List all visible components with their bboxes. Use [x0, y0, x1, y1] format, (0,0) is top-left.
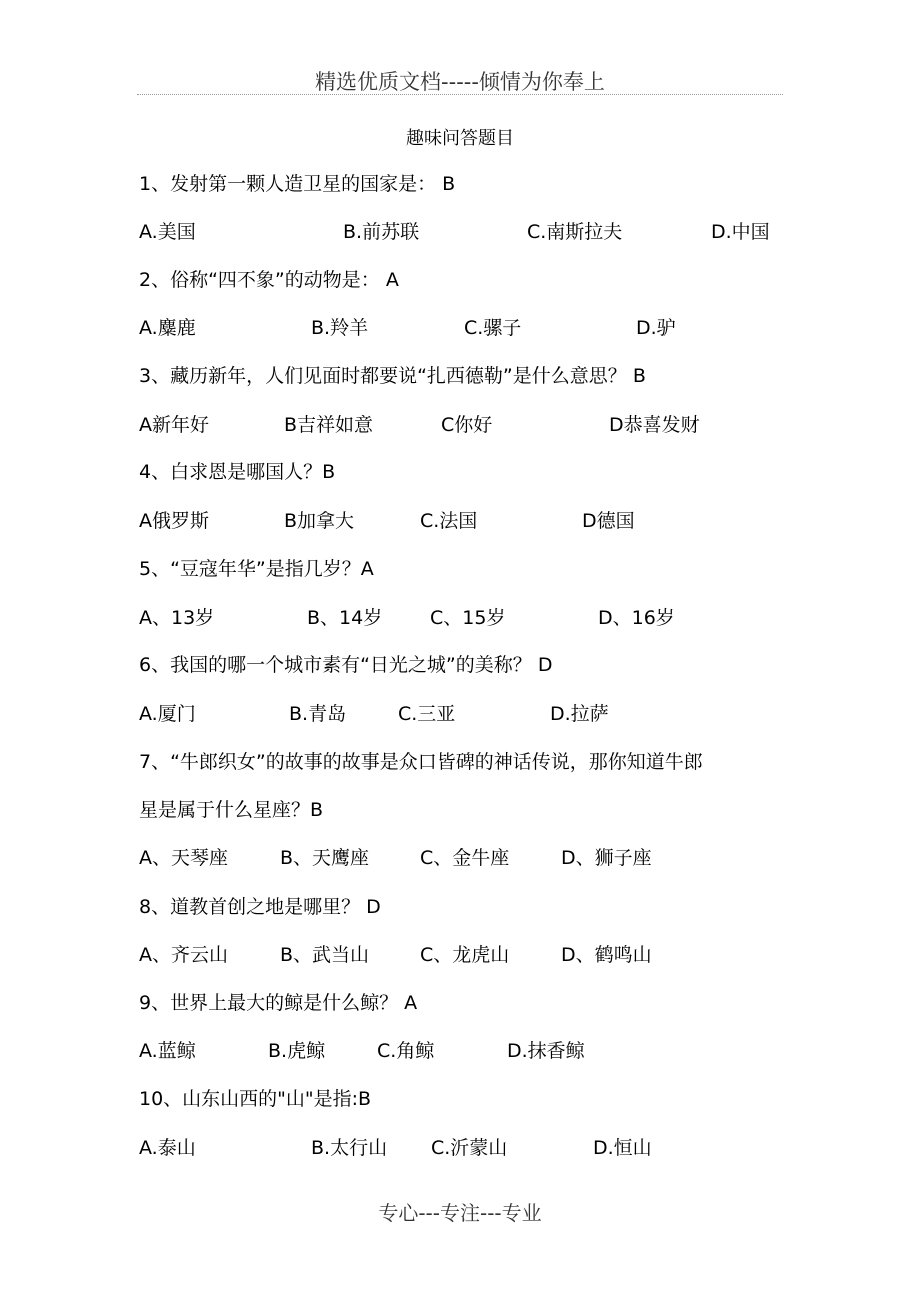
question-text: 7、“牛郎织女”的故事的故事是众口皆碑的神话传说，那你知道牛郎: [139, 751, 703, 773]
document-title: 趣味问答题目: [406, 128, 514, 149]
answer-option: A新年好: [139, 414, 209, 436]
answer-option: D恭喜发财: [609, 414, 700, 436]
answer-option: C.角鲸: [377, 1040, 435, 1062]
answer-option: A.蓝鲸: [139, 1040, 196, 1062]
answer-option: B.羚羊: [311, 317, 369, 339]
answer-option: B.虎鲸: [268, 1040, 326, 1062]
answer-option: B.太行山: [311, 1137, 388, 1159]
answer-option: A、齐云山: [139, 944, 228, 966]
page-footer: 专心---专注---专业: [378, 1201, 542, 1225]
answer-option: C、金牛座: [420, 847, 510, 869]
answer-option: D.驴: [636, 317, 676, 339]
answer-option: D.抹香鲸: [507, 1040, 585, 1062]
answer-option: C.三亚: [398, 703, 456, 725]
question-text: 9、世界上最大的鲸是什么鲸？ A: [139, 992, 418, 1014]
answer-option: C.骡子: [464, 317, 522, 339]
answer-option: D、16岁: [598, 607, 675, 629]
answer-option: D、鹤鸣山: [561, 944, 652, 966]
answer-option: D.恒山: [593, 1137, 652, 1159]
question-text: 4、白求恩是哪国人？B: [139, 461, 336, 483]
answer-option: A.美国: [139, 221, 196, 243]
question-text: 3、藏历新年，人们见面时都要说“扎西德勒”是什么意思？ B: [139, 365, 646, 387]
answer-option: A.泰山: [139, 1137, 196, 1159]
answer-option: B、天鹰座: [280, 847, 370, 869]
answer-option: B.前苏联: [343, 221, 420, 243]
answer-option: C.法国: [420, 510, 478, 532]
question-text-continued: 星是属于什么星座？B: [139, 799, 324, 821]
answer-option: A.厦门: [139, 703, 196, 725]
question-text: 6、我国的哪一个城市素有“日光之城”的美称？ D: [139, 654, 553, 676]
page-header: 精选优质文档-----倾情为你奉上: [315, 70, 605, 94]
answer-option: C.南斯拉夫: [527, 221, 623, 243]
answer-option: C、龙虎山: [420, 944, 510, 966]
answer-option: D.中国: [711, 221, 770, 243]
question-text: 5、“豆寇年华”是指几岁？A: [139, 558, 374, 580]
question-text: 1、发射第一颗人造卫星的国家是： B: [139, 173, 456, 195]
answer-option: B、14岁: [307, 607, 383, 629]
answer-option: B加拿大: [284, 510, 355, 532]
answer-option: D德国: [582, 510, 635, 532]
header-divider: [137, 94, 783, 95]
answer-option: C、15岁: [430, 607, 506, 629]
answer-option: A俄罗斯: [139, 510, 209, 532]
answer-option: C你好: [441, 414, 493, 436]
answer-option: B吉祥如意: [284, 414, 374, 436]
answer-option: A.麋鹿: [139, 317, 196, 339]
answer-option: A、天琴座: [139, 847, 228, 869]
answer-option: B.青岛: [289, 703, 347, 725]
answer-option: D.拉萨: [550, 703, 609, 725]
answer-option: D、狮子座: [561, 847, 652, 869]
answer-option: B、武当山: [280, 944, 370, 966]
answer-option: A、13岁: [139, 607, 215, 629]
question-text: 10、山东山西的"山"是指:B: [139, 1088, 372, 1110]
question-text: 8、道教首创之地是哪里？ D: [139, 896, 381, 918]
question-text: 2、俗称“四不象”的动物是： A: [139, 269, 399, 291]
answer-option: C.沂蒙山: [431, 1137, 508, 1159]
